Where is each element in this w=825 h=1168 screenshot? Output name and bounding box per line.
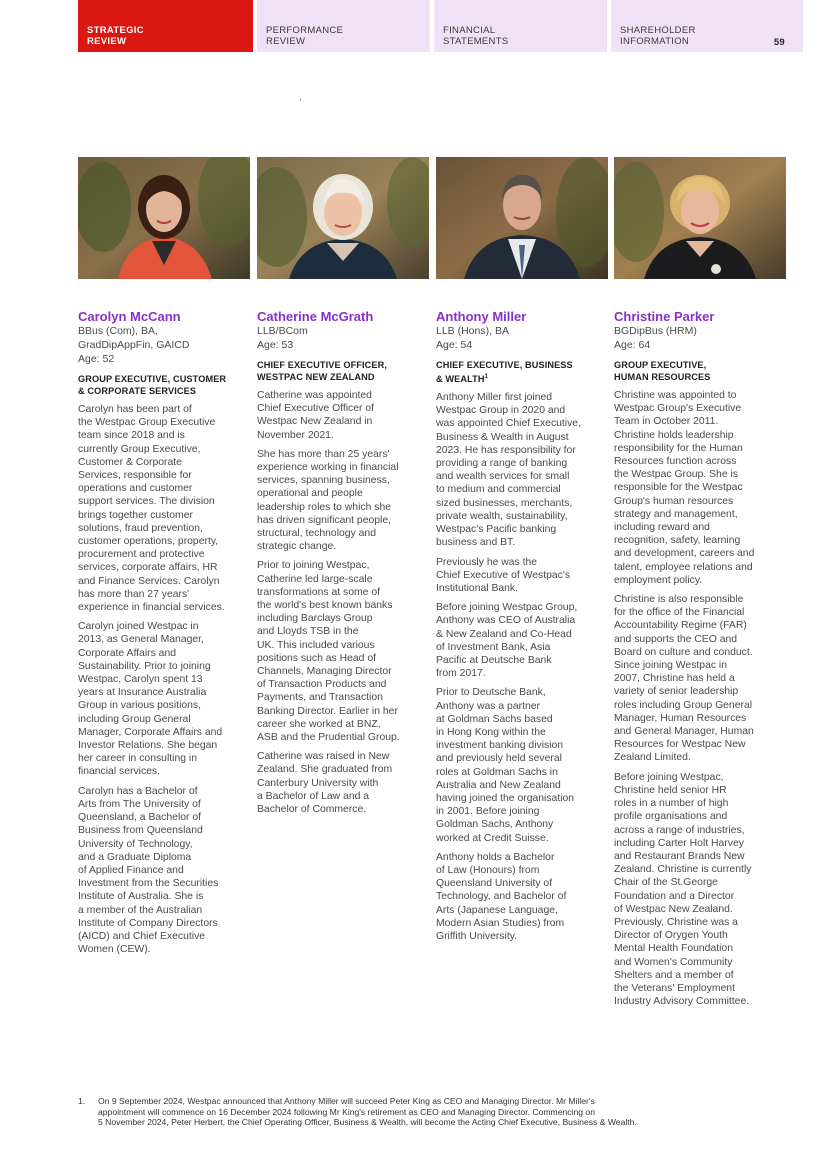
tab-label: FINANCIAL STATEMENTS [443, 25, 509, 47]
person-qualifications: LLB (Hons), BA Age: 54 [436, 325, 509, 351]
bio-paragraph: Carolyn joined Westpac in 2013, as General Manager, Corporate Affairs and Sustainability. Prior to joining Westpac, Carolyn spent 13 years at Insurance Australia Group in various positions, including Group General Manager, Corporate Affairs and Investor Relations. She began her career in consulting in financial services. [78, 621, 223, 778]
role-text: CHIEF EXECUTIVE OFFICER, WESTPAC NEW ZEALAND [257, 360, 388, 382]
profile-catherine-mcgrath [257, 157, 429, 822]
portrait-photo [614, 157, 786, 279]
bio-paragraph: Prior to joining Westpac, Catherine led large-scale transformations at some of the world's best known banks including Barclays Group and Lloyds TSB in the UK. This included various positions such as Head of Channels, Managing Director of Transaction Products and Payments, and Transaction Banking Director. Earlier in her career she worked at BNZ, ASB and the Prudential Group. [257, 560, 400, 744]
footnote-marker: 1 [484, 374, 489, 380]
tab-label: PERFORMANCE REVIEW [266, 25, 344, 47]
person-name: Anthony Miller [436, 309, 527, 324]
person-role [257, 359, 429, 383]
bio-paragraph: Catherine was raised in New Zealand. She graduated from Canterbury University with a Bachelor of Law and a Bachelor of Commerce. [257, 751, 393, 816]
bio-paragraph: Christine was appointed to Westpac Group's Executive Team in October 2011. Christine holds leadership responsibility for the Human Resources function across the Westpac Group. She is responsible for the Westpac Group's human resources strategy and management, including reward and recognition, safety, learning and development, careers and talent, employee relations and employment policy. [614, 390, 755, 586]
bio-paragraph: Catherine was appointed Chief Executive Officer of Westpac New Zealand in November 2021. [257, 390, 375, 441]
bio-paragraph: Prior to Deutsche Bank, Anthony was a partner at Goldman Sachs based in Hong Kong within the investment banking division and previously held several roles at Goldman Sachs in Australia and New Zealand having joined the organisation in 2001. Before joining Goldman Sachs, Anthony worked at Credit Suisse. [436, 687, 575, 844]
bio-paragraph: Before joining Westpac Group, Anthony was CEO of Australia & New Zealand and Co-Head of Investment Bank, Asia Pacific at Deutsche Bank from 2017. [436, 602, 578, 680]
person-role [78, 373, 250, 397]
role-text: CHIEF EXECUTIVE, BUSINESS & WEALTH [436, 360, 573, 385]
bio-paragraph: Carolyn has been part of the Westpac Group Executive team since 2018 and is currently Group Executive, Customer & Corporate Services, responsible for operations and customer support services. The division brings together customer solutions, fraud prevention, customer operations, property, procurement and protective services, corporate affairs, HR and Finance Services. Carolyn has more than 27 years' experience in financial services. [78, 404, 225, 614]
person-name: Christine Parker [614, 309, 715, 324]
tab-performance-review[interactable] [257, 0, 430, 52]
page-number: 59 [773, 37, 785, 48]
person-qualifications: LLB/BCom Age: 53 [257, 325, 308, 351]
stray-dot [300, 99, 301, 100]
portrait-photo [78, 157, 250, 279]
footnote-text: On 9 September 2024, Westpac announced that Anthony Miller will succeed Peter King as CEO and Managing Director. Mr Miller's appointment will commence on 16 December 2024 following Mr King's retirement as CEO and Managing Director. Commencing on 5 November 2024, Peter Herbert, the Chief Operating Officer, Business & Wealth, will become the Acting Chief Executive, Business & Wealth. [98, 1096, 637, 1128]
role-text: GROUP EXECUTIVE, HUMAN RESOURCES [614, 360, 711, 382]
tab-shareholder-information[interactable] [611, 0, 803, 52]
person-bio [614, 389, 786, 1008]
footnote-number: 1. [78, 1096, 86, 1106]
footnote [78, 1096, 788, 1128]
person-role [436, 359, 608, 385]
person-bio [257, 389, 429, 816]
tab-label: SHAREHOLDER INFORMATION [620, 25, 696, 47]
bio-paragraph: Christine is also responsible for the office of the Financial Accountability Regime (FAR) and supports the CEO and Board on culture and conduct. Since joining Westpac in 2007, Christine has held a variety of senior leadership roles including Group General Manager, Human Resources and General Manager, Human Resources for Westpac New Zealand Limited. [614, 594, 754, 764]
person-bio [78, 403, 250, 956]
profile-carolyn-mccann [78, 157, 250, 962]
profile-christine-parker [614, 157, 786, 1014]
bio-paragraph: Previously he was the Chief Executive of Westpac's Institutional Bank. [436, 556, 571, 594]
bio-paragraph: Carolyn has a Bachelor of Arts from The University of Queensland, a Bachelor of Business from Queensland University of Technology, and a Graduate Diploma of Applied Finance and Investment from the Securities Institute of Australia. She is a member of the Australian Institute of Company Directors (AICD) and Chief Executive Women (CEW). [78, 785, 219, 956]
portrait-photo [436, 157, 608, 279]
bio-paragraph: Anthony Miller first joined Westpac Group in 2020 and was appointed Chief Executive, Business & Wealth in August 2023. He has responsibility for providing a range of banking and wealth services for small to medium and commercial sized businesses, merchants, private wealth, sustainability, Westpac's Pacific banking business and BT. [436, 392, 581, 549]
person-bio [436, 391, 608, 943]
person-name: Catherine McGrath [257, 309, 374, 324]
tab-label: STRATEGIC REVIEW [87, 25, 144, 47]
profile-anthony-miller [436, 157, 608, 949]
person-qualifications: BBus (Com), BA, GradDipAppFin, GAICD Age: 52 [78, 325, 190, 365]
bio-paragraph: She has more than 25 years' experience working in financial services, spanning business, operational and people leadership roles to which she has driven significant people, structural, technology and strategic change. [257, 448, 399, 553]
tab-strategic-review[interactable] [78, 0, 253, 52]
tab-financial-statements[interactable] [434, 0, 607, 52]
section-tabs [78, 0, 803, 52]
person-name: Carolyn McCann [78, 309, 181, 324]
bio-paragraph: Anthony holds a Bachelor of Law (Honours) from Queensland University of Technology, and Bachelor of Arts (Japanese Language, Modern Asian Studies) from Griffith University. [436, 851, 567, 942]
person-qualifications: BGDipBus (HRM) Age: 64 [614, 325, 697, 351]
person-role [614, 359, 786, 383]
role-text: GROUP EXECUTIVE, CUSTOMER & CORPORATE SERVICES [78, 374, 227, 396]
portrait-photo [257, 157, 429, 279]
bio-paragraph: Before joining Westpac, Christine held senior HR roles in a number of high profile organisations and across a range of industries, including Carter Holt Harvey and Restaurant Brands New Zealand. Christine is currently Chair of the St.George Foundation and a Director of Westpac New Zealand. Previously, Christine was a Director of Orygen Youth Mental Health Foundation and Women's Community Shelters and a member of the Veterans' Employment Industry Advisory Committee. [614, 771, 752, 1008]
